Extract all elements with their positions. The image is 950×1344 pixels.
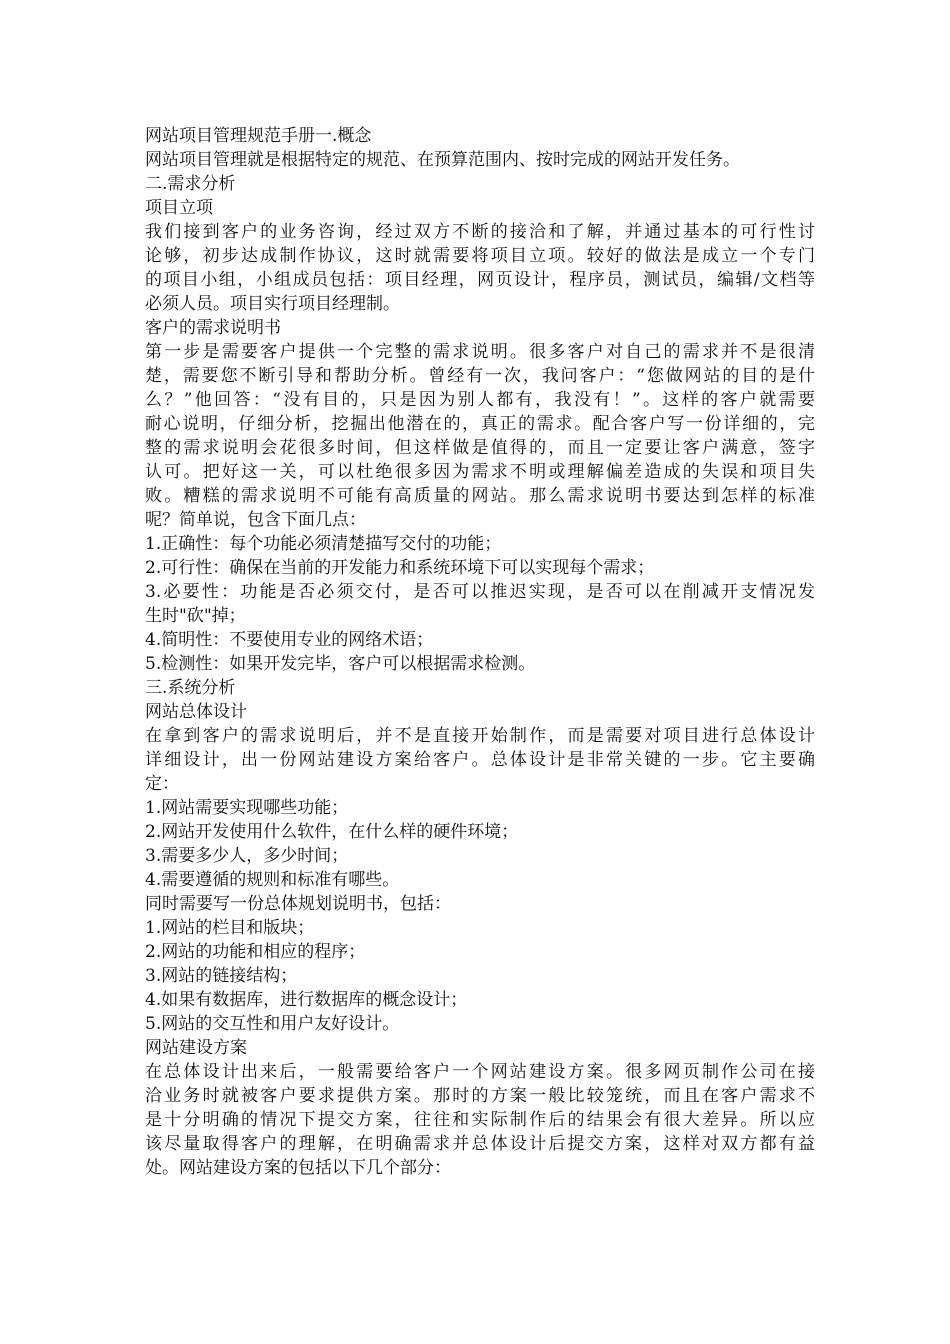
text-line: 处。网站建设方案的包括以下几个部分： <box>145 1158 451 1178</box>
text-line: 5.检测性：如果开发完毕，客户可以根据需求检测。 <box>145 654 536 674</box>
text-line: 败。糟糕的需求说明不可能有高质量的网站。那么需求说明书要达到怎样的标准 <box>145 486 815 506</box>
text-line: 客户的需求说明书 <box>145 318 281 338</box>
text-line: 二.需求分析 <box>145 174 236 194</box>
text-line: 第一步是需要客户提供一个完整的需求说明。很多客户对自己的需求并不是很清 <box>145 342 815 362</box>
text-line: 3.必要性：功能是否必须交付，是否可以推迟实现，是否可以在削减开支情况发 <box>145 582 815 602</box>
text-line: 1.网站的栏目和版块； <box>145 918 315 938</box>
text-line: 4.需要遵循的规则和标准有哪些。 <box>145 870 400 890</box>
text-line: 呢？简单说，包含下面几点： <box>145 510 366 530</box>
text-line: 的项目小组，小组成员包括：项目经理，网页设计，程序员，测试员，编辑/文档等 <box>145 270 815 290</box>
text-line: 详细设计，出一份网站建设方案给客户。总体设计是非常关键的一步。它主要确 <box>145 750 815 770</box>
text-line: 三.系统分析 <box>145 678 236 698</box>
text-line: 楚，需要您不断引导和帮助分析。曾经有一次，我问客户：“您做网站的目的是什 <box>145 366 815 386</box>
text-line: 该尽量取得客户的理解，在明确需求并总体设计后提交方案，这样对双方都有益 <box>145 1134 815 1154</box>
text-line: 我们接到客户的业务咨询，经过双方不断的接洽和了解，并通过基本的可行性讨 <box>145 222 815 242</box>
text-line: 是十分明确的情况下提交方案，往往和实际制作后的结果会有很大差异。所以应 <box>145 1110 815 1130</box>
text-line: 2.网站开发使用什么软件，在什么样的硬件环境； <box>145 822 519 842</box>
text-line: 2.可行性：确保在当前的开发能力和系统环境下可以实现每个需求； <box>145 558 655 578</box>
text-line: 4.简明性：不要使用专业的网络术语； <box>145 630 434 650</box>
text-line: 5.网站的交互性和用户友好设计。 <box>145 1014 400 1034</box>
text-line: 论够，初步达成制作协议，这时就需要将项目立项。较好的做法是成立一个专门 <box>145 246 815 266</box>
text-line: 在拿到客户的需求说明后，并不是直接开始制作，而是需要对项目进行总体设计 <box>145 726 815 746</box>
text-line: 认可。把好这一关，可以杜绝很多因为需求不明或理解偏差造成的失误和项目失 <box>145 462 815 482</box>
text-line: 3.需要多少人，多少时间； <box>145 846 349 866</box>
text-line: 定： <box>145 774 179 794</box>
text-line: 2.网站的功能和相应的程序； <box>145 942 366 962</box>
text-line: 整的需求说明会花很多时间，但这样做是值得的，而且一定要让客户满意，签字 <box>145 438 815 458</box>
text-line: 1.正确性：每个功能必须清楚描写交付的功能； <box>145 534 502 554</box>
text-line: 必须人员。项目实行项目经理制。 <box>145 294 400 314</box>
text-line: 洽业务时就被客户要求提供方案。那时的方案一般比较笼统，而且在客户需求不 <box>145 1086 815 1106</box>
text-line: 3.网站的链接结构； <box>145 966 298 986</box>
text-line: 网站建设方案 <box>145 1038 247 1058</box>
text-line: 耐心说明，仔细分析，挖掘出他潜在的，真正的需求。配合客户写一份详细的，完 <box>145 414 815 434</box>
text-line: 在总体设计出来后，一般需要给客户一个网站建设方案。很多网页制作公司在接 <box>145 1062 815 1082</box>
text-line: 同时需要写一份总体规划说明书，包括： <box>145 894 451 914</box>
text-line: 1.网站需要实现哪些功能； <box>145 798 349 818</box>
text-line: 项目立项 <box>145 198 213 218</box>
text-line: 生时"砍"掉； <box>145 606 246 626</box>
document-page <box>145 124 815 1180</box>
text-line: 网站项目管理规范手册一.概念 <box>145 126 372 146</box>
text-line: 4.如果有数据库，进行数据库的概念设计； <box>145 990 468 1010</box>
text-line: 网站项目管理就是根据特定的规范、在预算范围内、按时完成的网站开发任务。 <box>145 150 740 170</box>
text-line: 网站总体设计 <box>145 702 247 722</box>
text-line: 么？”他回答：“没有目的，只是因为别人都有，我没有！”。这样的客户就需要 <box>145 390 815 410</box>
